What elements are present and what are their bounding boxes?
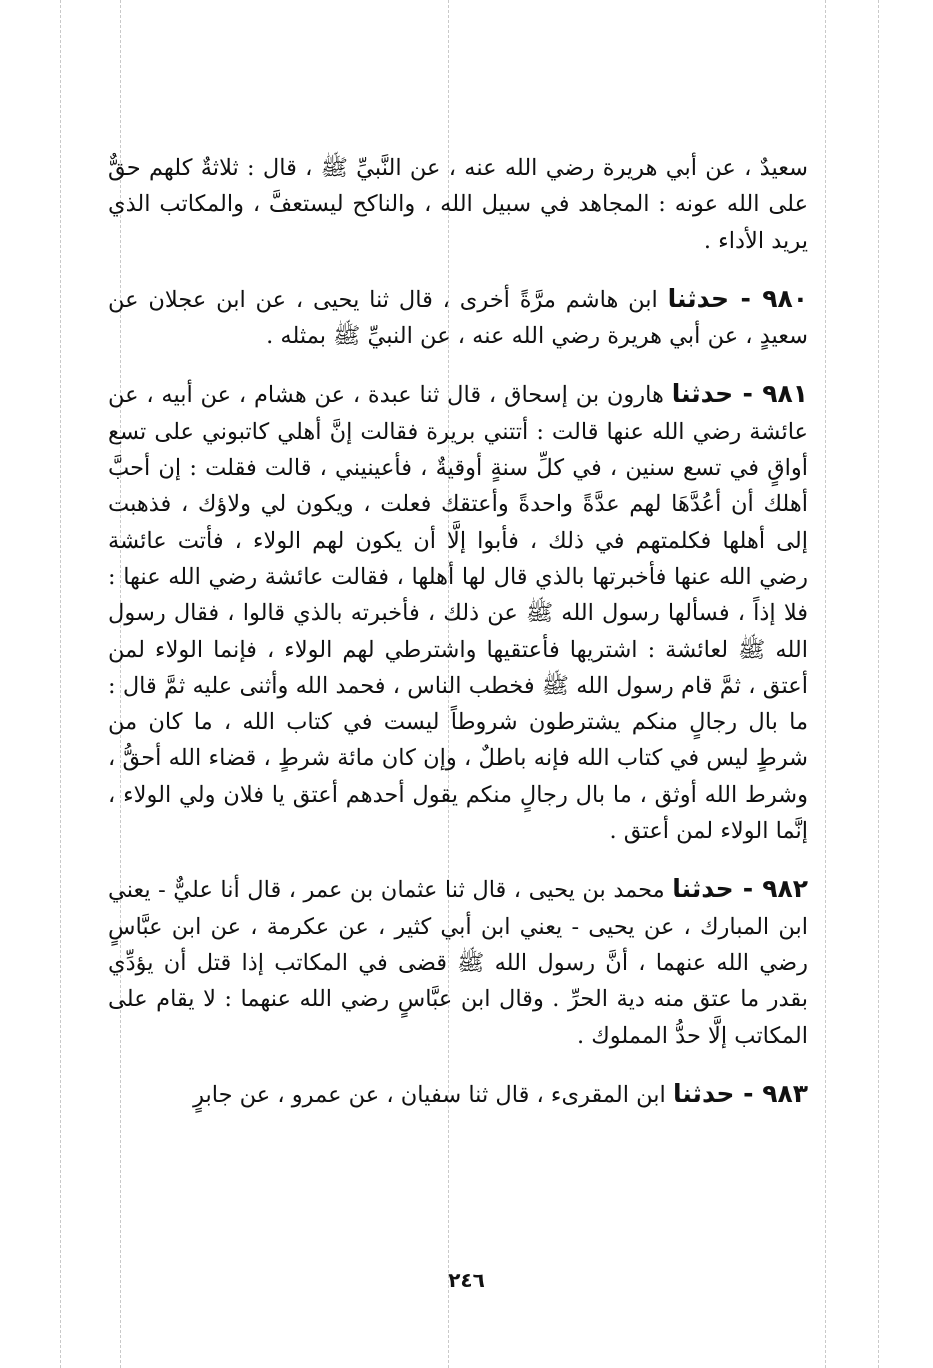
hadith-983: ٩٨٣ - حدثنا ابن المقرىء ، قال ثنا سفيان ، عن عمرو ، عن جابرٍ (193, 1078, 808, 1108)
scan-margin-line (60, 0, 61, 1368)
hadith-lead: حدثنا (672, 874, 734, 904)
hadith-number: ٩٨٢ (762, 874, 808, 904)
hadith-lead: حدثنا (671, 379, 734, 409)
hadith-number: ٩٨٠ (762, 283, 808, 313)
hadith-981: ٩٨١ - حدثنا هارون بن إسحاق ، قال ثنا عبدة ، عن هشام ، عن أبيه ، عن عائشة رضي الله عنها قالت : أتتني بريرة فقالت إنَّ أهلي كاتبوني على تسع أواقٍ في تسع سنين ، في كلِّ سنةٍ أوقيةٌ ، فأعينيني ، قالت فقلت : إن أحبَّ أهلك أن أعُدَّهَا لهم عدَّةً واحدةً وأعتقك فعلت ، ويكون لي ولاؤك ، فذهبت إلى أهلها فكلمتهم في ذلك ، فأبوا إلَّا أن يكون لهم الولاء ، فأتت عائشة رضي الله عنها فأخبرتها بالذي قال لها أهلها ، فقالت عائشة رضي الله عنها : فلا إذاً ، فسألها رسول الله ﷺ عن ذلك ، فأخبرته بالذي قالوا ، فقال رسول الله ﷺ لعائشة : اشتريها فأعتقيها واشترطي لهم الولاء ، فإنما الولاء لمن أعتق ، ثمَّ قام رسول الله ﷺ فخطب الناس ، فحمد الله وأثنى عليه ثمَّ قال : ما بال رجالٍ منكم يشترطون شروطاً ليست في كتاب الله ، ما كان من شرطٍ ليس في كتاب الله فإنه باطلٌ ، وإن كان مائة شرطٍ ، قضاء الله أحقُّ ، وشرط الله أوثق ، ما بال رجالٍ منكم يقول أحدهم أعتق يا فلان ولي الولاء ، إنَّما الولاء لمن أعتق . (108, 379, 808, 845)
page-number: ٢٤٦ (448, 1268, 485, 1292)
hadith-lead: حدثنا (667, 283, 730, 313)
hadith-text-block (108, 150, 808, 1113)
hadith-text: محمد بن يحيى ، قال ثنا عثمان بن عمر ، قال أنا عليٌّ - يعني ابن المبارك ، عن يحيى - يعني ابن أبي كثير ، عن عكرمة ، عن ابن عبَّاسٍ رضي الله عنهما ، أنَّ رسول الله ﷺ قضى في المكاتب إذا قتل أن يؤدِّي بقدر ما عتق منه دية الحرِّ . وقال ابن عبَّاسٍ رضي الله عنهما : لا يقام على المكاتب إلَّا حدُّ المملوك . (108, 877, 808, 1049)
hadith-text: هارون بن إسحاق ، قال ثنا عبدة ، عن هشام ، عن أبيه ، عن عائشة رضي الله عنها قالت : أتتني بريرة فقالت إنَّ أهلي كاتبوني على تسع أواقٍ في تسع سنين ، في كلِّ سنةٍ أوقيةٌ ، فأعينيني ، قالت فقلت : إن أحبَّ أهلك أن أعُدَّهَا لهم عدَّةً واحدةً وأعتقك فعلت ، ويكون لي ولاؤك ، فذهبت إلى أهلها فكلمتهم في ذلك ، فأبوا إلَّا أن يكون لهم الولاء ، فأتت عائشة رضي الله عنها فأخبرتها بالذي قال لها أهلها ، فقالت عائشة رضي الله عنها : فلا إذاً ، فسألها رسول الله ﷺ عن ذلك ، فأخبرته بالذي قالوا ، فقال رسول الله ﷺ لعائشة : اشتريها فأعتقيها واشترطي لهم الولاء ، فإنما الولاء لمن أعتق ، ثمَّ قام رسول الله ﷺ فخطب الناس ، فحمد الله وأثنى عليه ثمَّ قال : ما بال رجالٍ منكم يشترطون شروطاً ليست في كتاب الله ، ما كان من شرطٍ ليس في كتاب الله فإنه باطلٌ ، وإن كان مائة شرطٍ ، قضاء الله أحقُّ ، وشرط الله أوثق ، ما بال رجالٍ منكم يقول أحدهم أعتق يا فلان ولي الولاء ، إنَّما الولاء لمن أعتق . (108, 382, 808, 845)
hadith-text: سعيدٌ ، عن أبي هريرة رضي الله عنه ، عن النَّبيِّ ﷺ ، قال : ثلاثةٌ كلهم حقٌّ على الله عونه : المجاهد في سبيل الله ، والناكح ليستعفَّ ، والمكاتب الذي يريد الأداء . (108, 155, 808, 254)
hadith-number: ٩٨١ (762, 379, 808, 409)
hadith-980: ٩٨٠ - حدثنا ابن هاشم مرَّةً أخرى ، قال ثنا يحيى ، عن ابن عجلان عن سعيدٍ ، عن أبي هريرة رضي الله عنه ، عن النبيِّ ﷺ بمثله . (108, 283, 808, 350)
hadith-lead: حدثنا (672, 1078, 735, 1108)
scan-margin-line (878, 0, 879, 1368)
hadith-number: ٩٨٣ (762, 1078, 808, 1108)
hadith-text: ابن هاشم مرَّةً أخرى ، قال ثنا يحيى ، عن ابن عجلان عن سعيدٍ ، عن أبي هريرة رضي الله عنه ، عن النبيِّ ﷺ بمثله . (108, 286, 808, 350)
scan-margin-line (825, 0, 826, 1368)
hadith-982: ٩٨٢ - حدثنا محمد بن يحيى ، قال ثنا عثمان بن عمر ، قال أنا عليٌّ - يعني ابن المبارك ، عن يحيى - يعني ابن أبي كثير ، عن عكرمة ، عن ابن عبَّاسٍ رضي الله عنهما ، أنَّ رسول الله ﷺ قضى في المكاتب إذا قتل أن يؤدِّي بقدر ما عتق منه دية الحرِّ . وقال ابن عبَّاسٍ رضي الله عنهما : لا يقام على المكاتب إلَّا حدُّ المملوك . (108, 874, 808, 1049)
hadith-continuation (108, 150, 808, 259)
hadith-text: ابن المقرىء ، قال ثنا سفيان ، عن عمرو ، عن جابرٍ (193, 1081, 666, 1108)
